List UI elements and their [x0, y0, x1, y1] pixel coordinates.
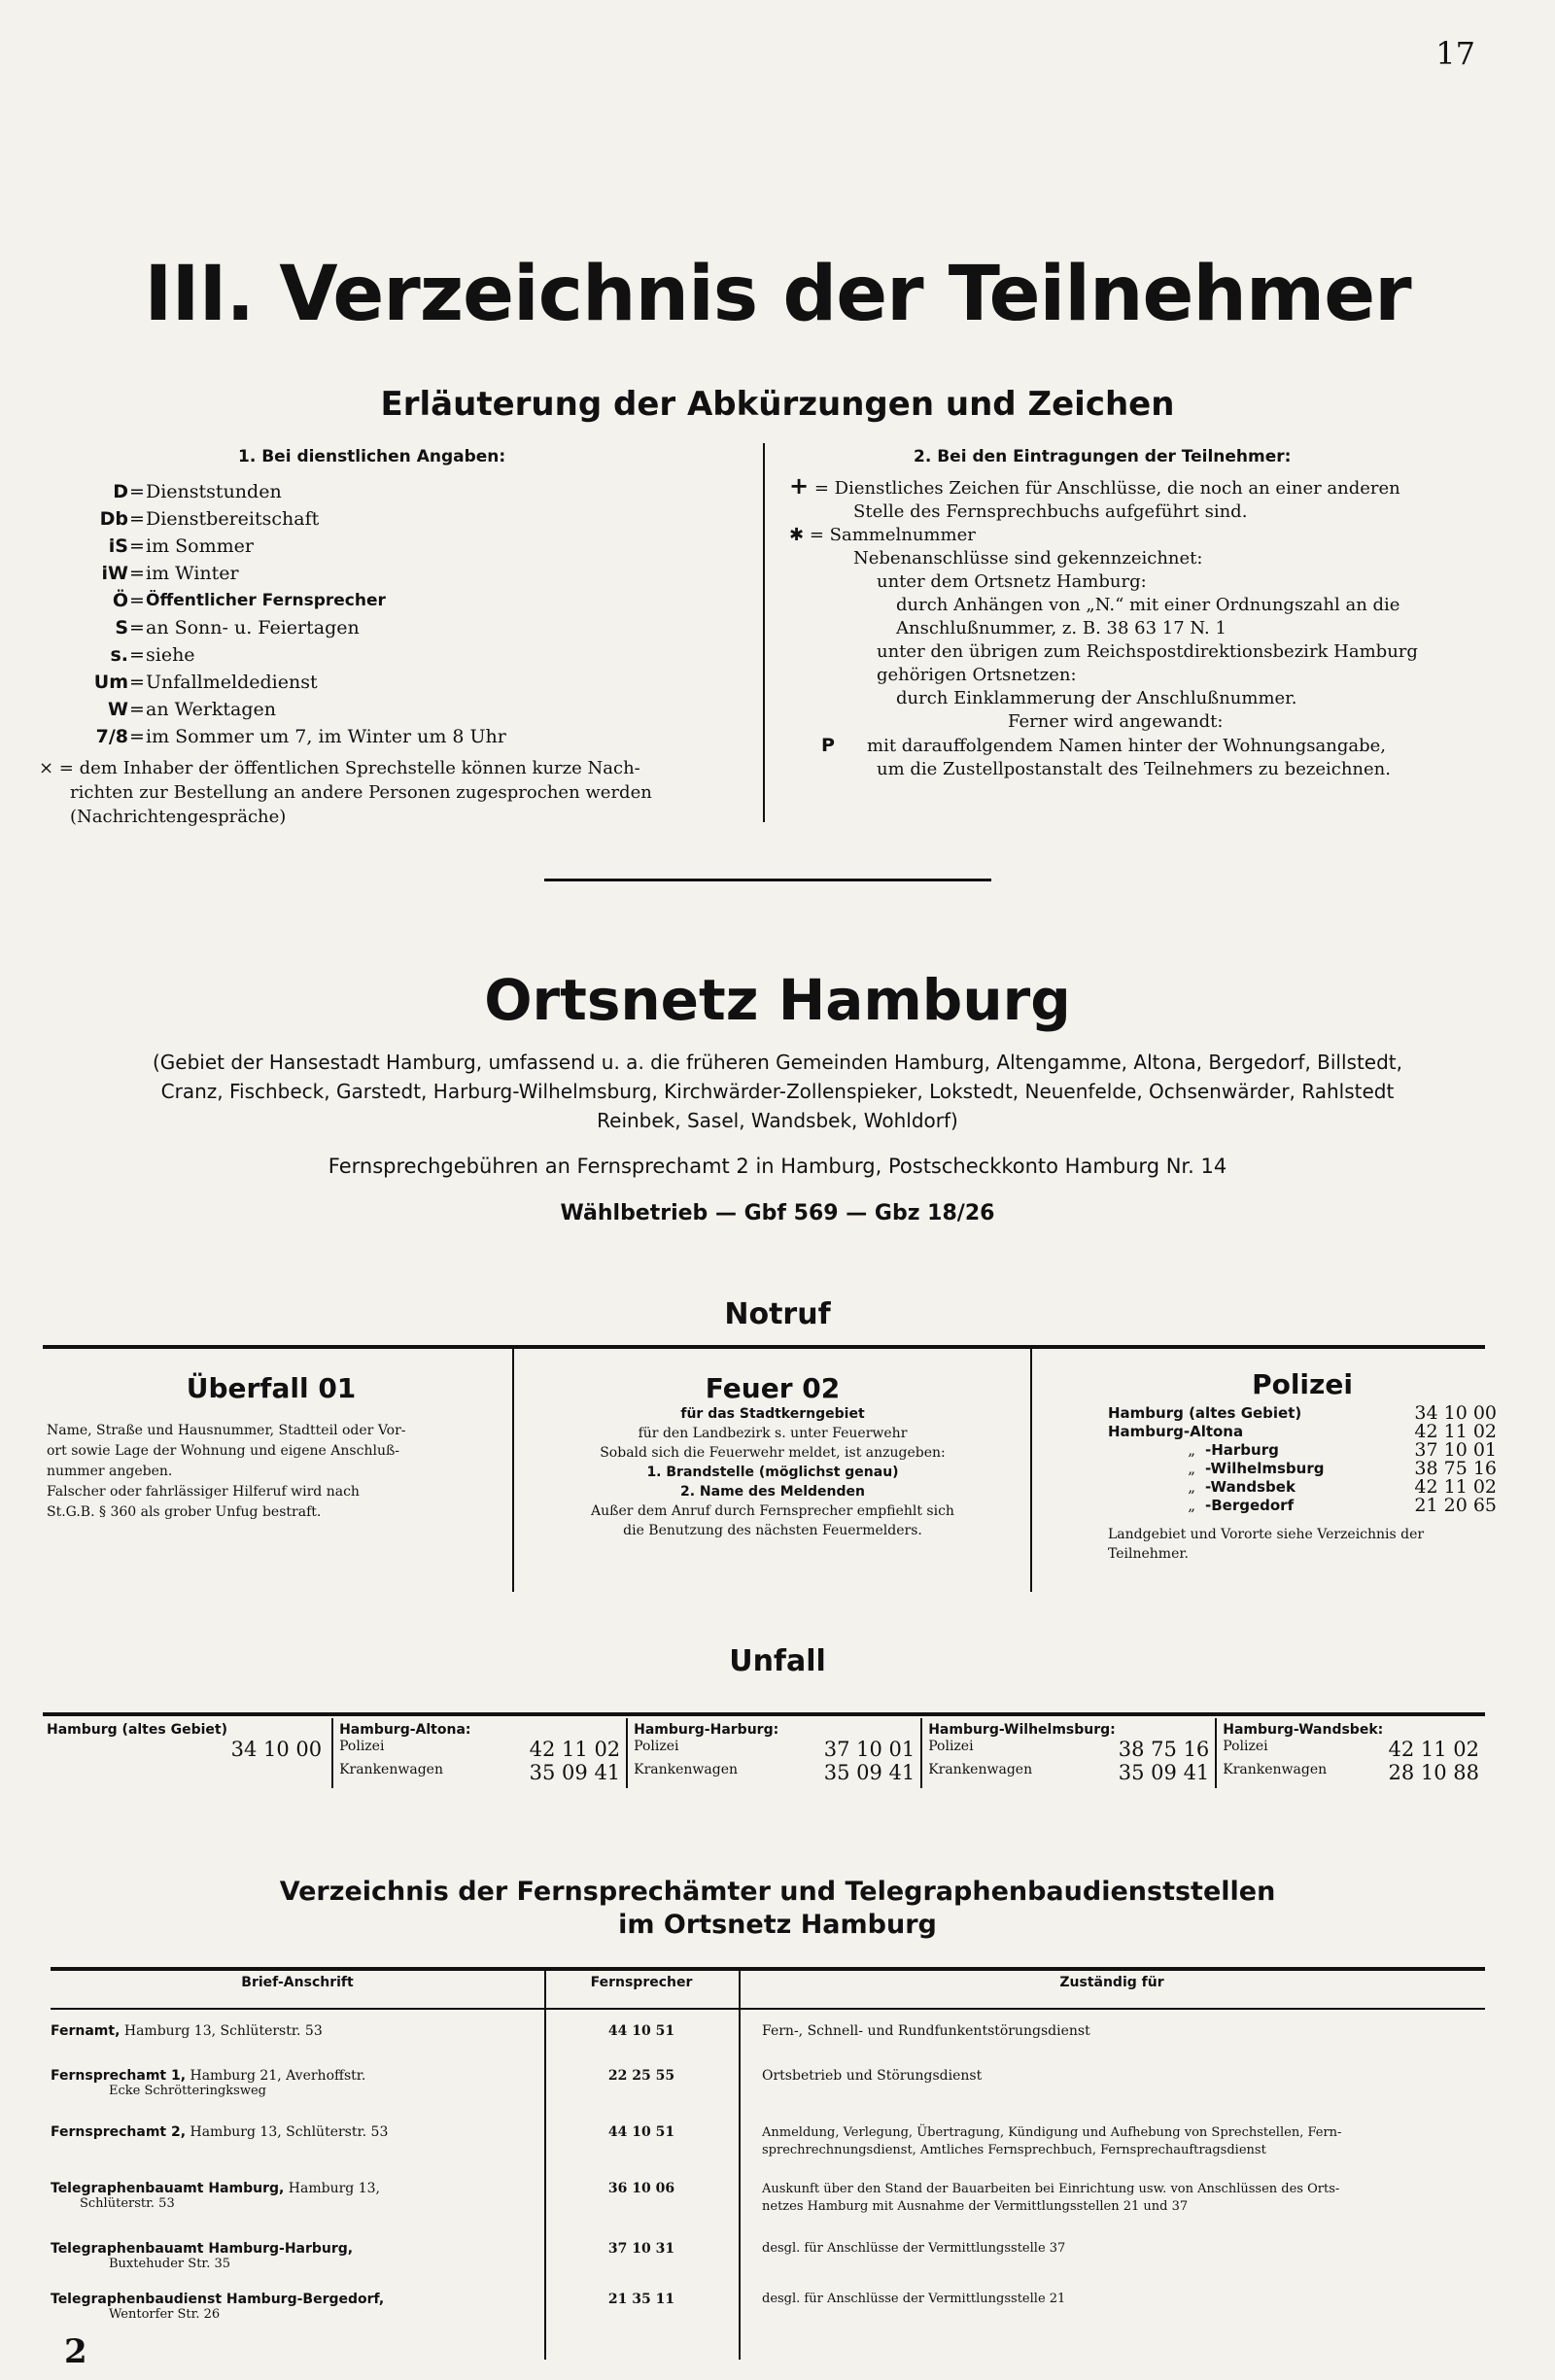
table-row: Telegraphenbaudienst Hamburg-Bergedorf, Wentorfer Str. 26 21 35 11 desgl. für Anschlüsse der Vermittlungsstelle 21 [51, 2292, 1066, 2322]
aemter-table [51, 2023, 1485, 2342]
notruf-title: Notruf [724, 1297, 831, 1331]
table-row: Telegraphenbauamt Hamburg-Harburg, Buxtehuder Str. 35 37 10 31 desgl. für Anschlüsse der Vermittlungsstelle 37 [51, 2241, 1066, 2271]
page-number-bottom: 2 [64, 2332, 87, 2371]
table-row: Telegraphenbauamt Hamburg, Hamburg 13, Schlüterstr. 53 36 10 06 Auskunft über den Stand der Bauarbeiten bei Einrichtung usw. von Anschlüssen des Orts- netzes Hamburg mit Ausnahme der Vermittlungsstellen 21 und 37 [51, 2181, 1340, 2214]
divider-rule [544, 879, 991, 881]
aemter-title: Verzeichnis der Fernsprechämter und Telegraphenbaudienststellen im Ortsnetz Hamburg [279, 1877, 1276, 1940]
abbr-row: iW = im Winter [101, 563, 239, 584]
waehlbetrieb: Wählbetrieb — Gbf 569 — Gbz 18/26 [560, 1201, 995, 1225]
aemter-header: Brief-Anschrift Fernsprecher Zuständig für [241, 1975, 1164, 1990]
table-row: Fernsprechamt 2, Hamburg 13, Schlüterstr. 53 44 10 51 Anmeldung, Verlegung, Übertragung, Kündigung und Aufhebung von Sprechstellen, Fern- sprechrechnungsdienst, Amtliches Fernsprechbuch, Fernsprechauftragsdienst [51, 2124, 1342, 2157]
polizei-block: Polizei Hamburg (altes Gebiet) 34 10 00 Hamburg-Altona 42 11 02 „ -Harburg 37 10 01 „ -Wilhelmsburg 38 75 16 „ -Wandsbek 42 11 02 „ -Bergedorf 21 20 65 Landgebiet und Vororte siehe Verzeichnis der Teilnehmer. [1108, 1368, 1497, 1562]
right-section-heading: 2. Bei den Eintragungen der Teilnehmer: [914, 447, 1292, 466]
unfall-col: Hamburg-Wandsbek: Polizei 42 11 02 Krankenwagen 28 10 88 [1223, 1722, 1479, 1784]
abbr-row: iS = im Sommer [108, 535, 254, 557]
feuer-title: Feuer 02 [705, 1372, 841, 1404]
gebiet-description: (Gebiet der Hansestadt Hamburg, umfassend u. a. die früheren Gemeinden Hamburg, Altengamme, Altona, Bergedorf, Billstedt, Cranz, Fischbeck, Garstedt, Harburg-Wilhelmsburg, Kirchwärder-Zollenspieker, Lokstedt, Neuenfelde, Ochsenwärder, Rahlstedt Reinbek, Sasel, Wandsbek, Wohldorf) [152, 1051, 1403, 1132]
table-row: Fernsprechamt 1, Hamburg 21, Averhoffstr. Ecke Schrötteringksweg 22 25 55 Ortsbetrieb und Störungsdienst [51, 2068, 983, 2098]
notruf-divider-1 [512, 1347, 514, 1592]
abbr-row: D = Dienststunden [113, 481, 282, 502]
unfall-col: Hamburg (altes Gebiet) 34 10 00 [47, 1722, 323, 1761]
notruf-divider-2 [1030, 1347, 1032, 1592]
abbr-row: S = an Sonn- u. Feiertagen [115, 617, 360, 638]
abbr-row: W = an Werktagen [108, 699, 277, 720]
abbr-row: 7/8 = im Sommer um 7, im Winter um 8 Uhr [95, 726, 506, 747]
p-symbol: P [821, 735, 835, 756]
star-icon: ✱ [789, 525, 805, 545]
polizei-title: Polizei [1252, 1368, 1353, 1400]
nachrichten-note: × = dem Inhaber der öffentlichen Sprechstelle können kurze Nach- richten zur Bestellung an andere Personen zugesprochen werden (Nachrichtengespräche) [39, 758, 652, 827]
polizei-row: „ -Bergedorf 21 20 65 [1188, 1495, 1497, 1516]
ueberfall-title: Überfall 01 [186, 1372, 357, 1404]
unfall-title: Unfall [729, 1644, 826, 1678]
abbr-row: Db = Dienstbereitschaft [99, 508, 320, 530]
polizei-row: Hamburg-Altona 42 11 02 [1108, 1421, 1497, 1442]
ortsnetz-title: Ortsnetz Hamburg [484, 967, 1071, 1033]
unfall-col: Hamburg-Altona: Polizei 42 11 02 Krankenwagen 35 09 41 [339, 1722, 621, 1784]
polizei-row: „ -Harburg 37 10 01 [1188, 1439, 1497, 1461]
polizei-row: „ -Wilhelmsburg 38 75 16 [1188, 1458, 1497, 1479]
fernsprechgebuehren: Fernsprechgebühren an Fernsprechamt 2 in Hamburg, Postscheckkonto Hamburg Nr. 14 [328, 1155, 1227, 1178]
abbr-row: s. = siehe [110, 644, 195, 666]
left-section-heading: 1. Bei dienstlichen Angaben: [238, 447, 506, 466]
notruf-rule [43, 1345, 1485, 1349]
unfall-col: Hamburg-Harburg: Polizei 37 10 01 Krankenwagen 35 09 41 [634, 1722, 916, 1784]
abbreviation-list [0, 478, 758, 750]
page-subtitle: Erläuterung der Abkürzungen und Zeichen [380, 385, 1175, 424]
polizei-row: „ -Wandsbek 42 11 02 [1188, 1476, 1497, 1498]
page-title: III. Verzeichnis der Teilnehmer [144, 251, 1411, 338]
right-explanations: + = Dienstliches Zeichen für Anschlüsse, die noch an einer anderen Stelle des Fernsprechbuchs aufgeführt sind. ✱ = Sammelnummer Nebenanschlüsse sind gekennzeichnet: unter dem Ortsnetz Hamburg: durch Anhängen von „N.“ mit einer Ordnungszahl an die Anschlußnummer, z. B. 38 63 17 N. 1 unter den übrigen zum Reichspostdirektionsbezirk Hamburg gehörigen Ortsnetzen: durch Einklammerung der Anschlußnummer. Ferner wird angewandt: P mit darauffolgendem Namen hinter der Wohnungsangabe, um die Zustellpostanstalt des Teilnehmers zu bezeichnen. [789, 472, 1418, 779]
column-divider [763, 443, 765, 822]
plus-symbol: + [789, 472, 810, 500]
unfall-col: Hamburg-Wilhelmsburg: Polizei 38 75 16 Krankenwagen 35 09 41 [928, 1722, 1210, 1784]
abbr-row: Um = Unfallmeldedienst [93, 672, 318, 693]
table-row: Fernamt, Hamburg 13, Schlüterstr. 53 44 10 51 Fern-, Schnell- und Rundfunkentstörungsdienst [51, 2023, 1090, 2039]
page-number-top: 17 [1435, 35, 1475, 72]
aemter-rule-top [51, 1967, 1485, 1971]
feuer-block: Feuer 02 für das Stadtkerngebiet für den Landbezirk s. unter Feuerwehr Sobald sich die Feuerwehr meldet, ist anzugeben: 1. Brandstelle (möglichst genau) 2. Name des Meldenden Außer dem Anruf durch Fernsprecher empfiehlt sich die Benutzung des nächsten Feuermelders. [525, 1372, 1020, 1540]
abbr-row: Ö = Öffentlicher Fernsprecher [112, 590, 386, 611]
aemter-rule-header [51, 2008, 1485, 2010]
unfall-table [43, 1718, 1485, 1796]
unfall-rule [43, 1712, 1485, 1716]
polizei-row: Hamburg (altes Gebiet) 34 10 00 [1108, 1402, 1497, 1424]
ueberfall-text: Name, Straße und Hausnummer, Stadtteil oder Vor- ort sowie Lage der Wohnung und eigene Anschluß- nummer angeben. Falscher oder fahrlässiger Hilferuf wird nach St.G.B. § 360 als grober Unfug bestraft. [47, 1423, 406, 1520]
